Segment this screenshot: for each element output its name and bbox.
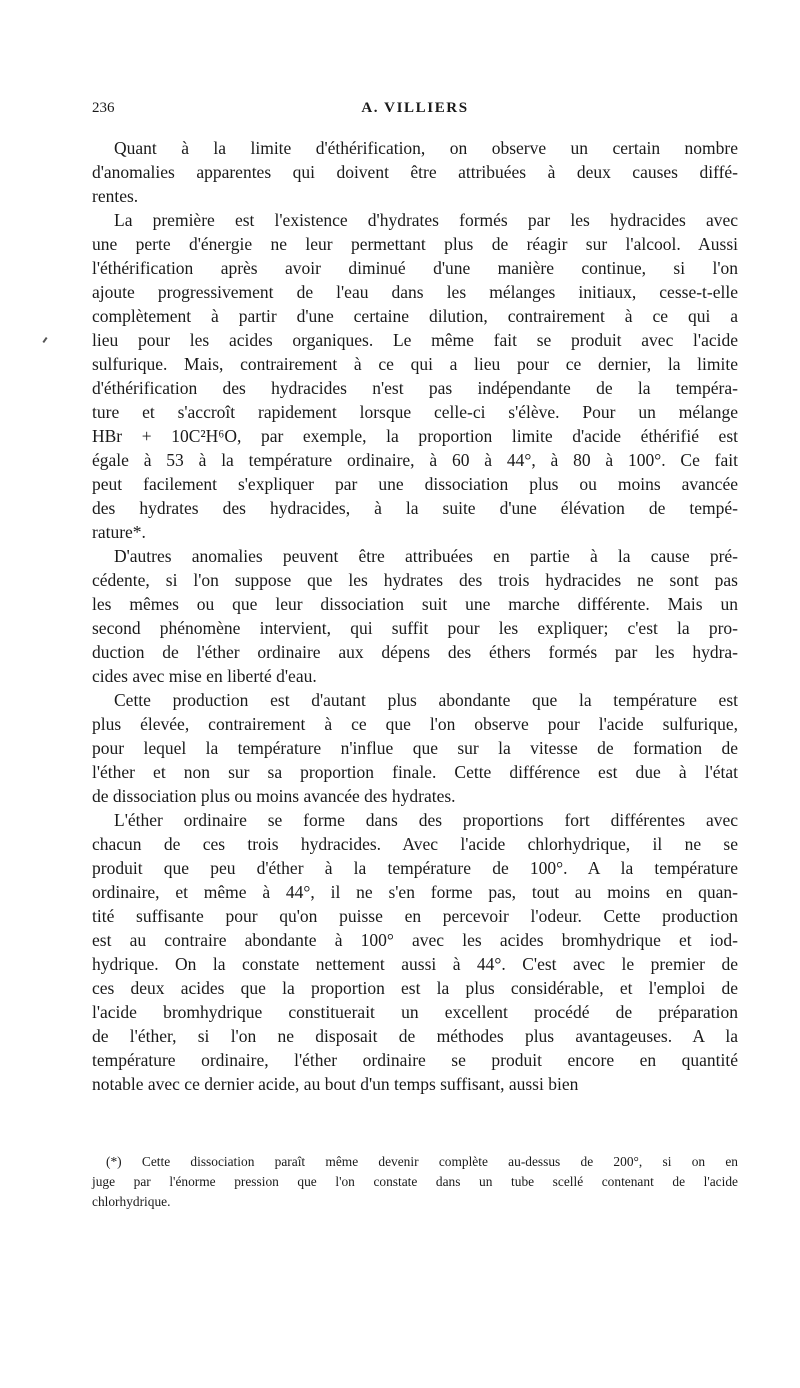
text-line: second phénomène intervient, qui suffit pour les expliquer; c'est la pro- xyxy=(92,618,738,638)
page-content xyxy=(92,100,738,1096)
text-line: rature*. xyxy=(92,522,146,542)
text-line: HBr + 10C²H⁶O, par exemple, la proportion limite d'acide éthérifié est xyxy=(92,426,738,446)
text-line: cides avec mise en liberté d'eau. xyxy=(92,666,317,686)
text-line: plus élevée, contrairement à ce que l'on observe pour l'acide sulfurique, xyxy=(92,714,738,734)
text-line: d'éthérification des hydracides n'est pas indépendante de la tempéra- xyxy=(92,378,738,398)
paragraph xyxy=(92,208,738,544)
footnote-line: (*) Cette dissociation paraît même devenir complète au-dessus de 200°, si on en xyxy=(106,1154,738,1169)
text-line: tité suffisante pour qu'on puisse en percevoir l'odeur. Cette production xyxy=(92,906,738,926)
text-line: pour lequel la température n'influe que sur la vitesse de formation de xyxy=(92,738,738,758)
running-head: A. VILLIERS xyxy=(361,100,469,116)
page-header xyxy=(92,100,738,126)
text-line: des hydrates des hydracides, à la suite d'une élévation de tempé- xyxy=(92,498,738,518)
text-line: sulfurique. Mais, contrairement à ce qui a lieu pour ce dernier, la limite xyxy=(92,354,738,374)
text-line: Quant à la limite d'éthérification, on observe un certain nombre xyxy=(114,138,738,158)
text-line: de dissociation plus ou moins avancée des hydrates. xyxy=(92,786,456,806)
paragraph xyxy=(92,688,738,808)
text-line: de l'éther, si l'on ne disposait de méthodes plus avantageuses. A la xyxy=(92,1026,738,1046)
text-line: hydrique. On la constate nettement aussi à 44°. C'est avec le premier de xyxy=(92,954,738,974)
text-line: l'acide bromhydrique constituerait un excellent procédé de préparation xyxy=(92,1002,738,1022)
text-line: D'autres anomalies peuvent être attribuées en partie à la cause pré- xyxy=(114,546,738,566)
text-line: les mêmes ou que leur dissociation suit une marche différente. Mais un xyxy=(92,594,738,614)
text-line: ajoute progressivement de l'eau dans les mélanges initiaux, cesse-t-elle xyxy=(92,282,738,302)
page-number: 236 xyxy=(92,100,115,116)
text-line: d'anomalies apparentes qui doivent être attribuées à deux causes diffé- xyxy=(92,162,738,182)
text-line: l'éthérification après avoir diminué d'une manière continue, si l'on xyxy=(92,258,738,278)
text-line: cédente, si l'on suppose que les hydrates des trois hydracides ne sont pas xyxy=(92,570,738,590)
paragraph xyxy=(92,544,738,688)
footnote-line: chlorhydrique. xyxy=(92,1194,171,1209)
paragraph xyxy=(92,808,738,1096)
text-line: L'éther ordinaire se forme dans des proportions fort différentes avec xyxy=(114,810,738,830)
text-line: l'éther et non sur sa proportion finale. Cette différence est due à l'état xyxy=(92,762,738,782)
text-line: ces deux acides que la proportion est la plus considérable, et l'emploi de xyxy=(92,978,738,998)
footnote xyxy=(92,1152,738,1212)
text-line: produit que peu d'éther à la température de 100°. A la température xyxy=(92,858,738,878)
text-line: température ordinaire, l'éther ordinaire se produit encore en quantité xyxy=(92,1050,738,1070)
text-line: Cette production est d'autant plus abondante que la température est xyxy=(114,690,738,710)
text-line: égale à 53 à la température ordinaire, à 60 à 44°, à 80 à 100°. Ce fait xyxy=(92,450,738,470)
text-line: ordinaire, et même à 44°, il ne s'en forme pas, tout au moins en quan- xyxy=(92,882,738,902)
margin-mark xyxy=(42,337,47,343)
text-line: duction de l'éther ordinaire aux dépens des éthers formés par les hydra- xyxy=(92,642,738,662)
text-line: rentes. xyxy=(92,186,139,206)
text-line: notable avec ce dernier acide, au bout d'un temps suffisant, aussi bien xyxy=(92,1074,579,1094)
text-line: peut facilement s'expliquer par une dissociation plus ou moins avancée xyxy=(92,474,738,494)
paragraph xyxy=(92,136,738,208)
text-line: une perte d'énergie ne leur permettant plus de réagir sur l'alcool. Aussi xyxy=(92,234,738,254)
body-text xyxy=(92,136,738,1096)
text-line: complètement à partir d'une certaine dilution, contrairement à ce qui a xyxy=(92,306,738,326)
text-line: est au contraire abondante à 100° avec les acides bromhydrique et iod- xyxy=(92,930,738,950)
text-line: lieu pour les acides organiques. Le même fait se produit avec l'acide xyxy=(92,330,738,350)
text-line: chacun de ces trois hydracides. Avec l'acide chlorhydrique, il ne se xyxy=(92,834,738,854)
text-line: ture et s'accroît rapidement lorsque celle-ci s'élève. Pour un mélange xyxy=(92,402,738,422)
text-line: La première est l'existence d'hydrates formés par les hydracides avec xyxy=(114,210,738,230)
footnote-line: juge par l'énorme pression que l'on constate dans un tube scellé contenant de l'acide xyxy=(92,1174,738,1189)
